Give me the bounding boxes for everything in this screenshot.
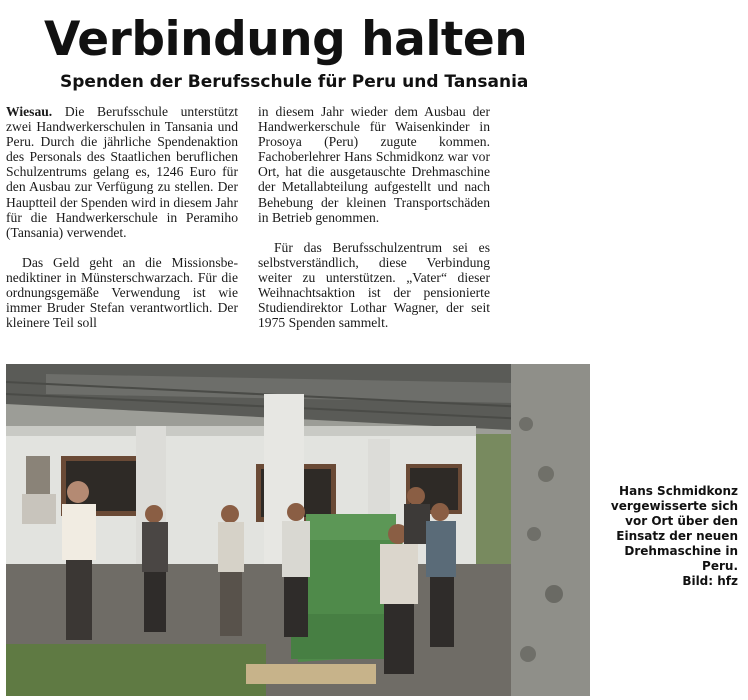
paragraph-1-text: Die Berufsschule unterstützt zwei Handwerkerschulen in Tansania und Peru. Durch die jährliche Spendenaktion des Personals des Staatlichen beruflichen Schulzentrums gelang es, 1246 Euro für den Ausbau zur Verfügung zu stellen. Der Hauptteil der Spenden wird in diesem Jahr für die Handwerkerschule in Peramiho (Tansania) verwendet. xyxy=(6,104,238,240)
dateline: Wiesau. xyxy=(6,104,53,119)
workshop-photo-illustration xyxy=(6,364,590,696)
paragraph-2-part-2: in diesem Jahr wieder dem Ausbau der Handwerkerschule für Waisenkinder in Prosoya (Peru) zugute kommen. Fachoberlehrer Hans Schmidkonz war vor Ort, hat die ausgetauschte Drehmaschine der Metallabteilung aufgestellt und nach Behebung der kleinen Transportschäden in Betrieb genommen. xyxy=(258,104,490,225)
headline: Verbindung halten xyxy=(44,12,528,67)
photo-caption xyxy=(598,484,738,589)
photo xyxy=(6,364,590,696)
paragraph-3: Für das Berufsschulzentrum sei es selbstverständlich, diese Verbindung weiter zu unterstützen. „Vater“ dieser Weihnachtsaktion ist der pensionierte Studiendirektor Lothar Wagner, der seit 1975 Spenden sammelt. xyxy=(258,239,490,331)
article-column-1 xyxy=(6,104,238,330)
paragraph-1 xyxy=(6,104,238,240)
article-column-2 xyxy=(258,104,490,330)
photo-credit: Bild: hfz xyxy=(682,574,738,588)
subheadline: Spenden der Berufsschule für Peru und Tansania xyxy=(60,72,529,92)
paragraph-2-part-1: Das Geld geht an die Missionsbenediktiner in Münsterschwarzach. Für die ordnungsgemäße Verwendung ist wie immer Bruder Stefan verantwortlich. Der kleinere Teil soll xyxy=(6,254,238,331)
caption-text: Hans Schmidkonz vergewisserte sich vor Ort über den Einsatz der neuen Drehmaschine in Peru. xyxy=(610,484,738,573)
